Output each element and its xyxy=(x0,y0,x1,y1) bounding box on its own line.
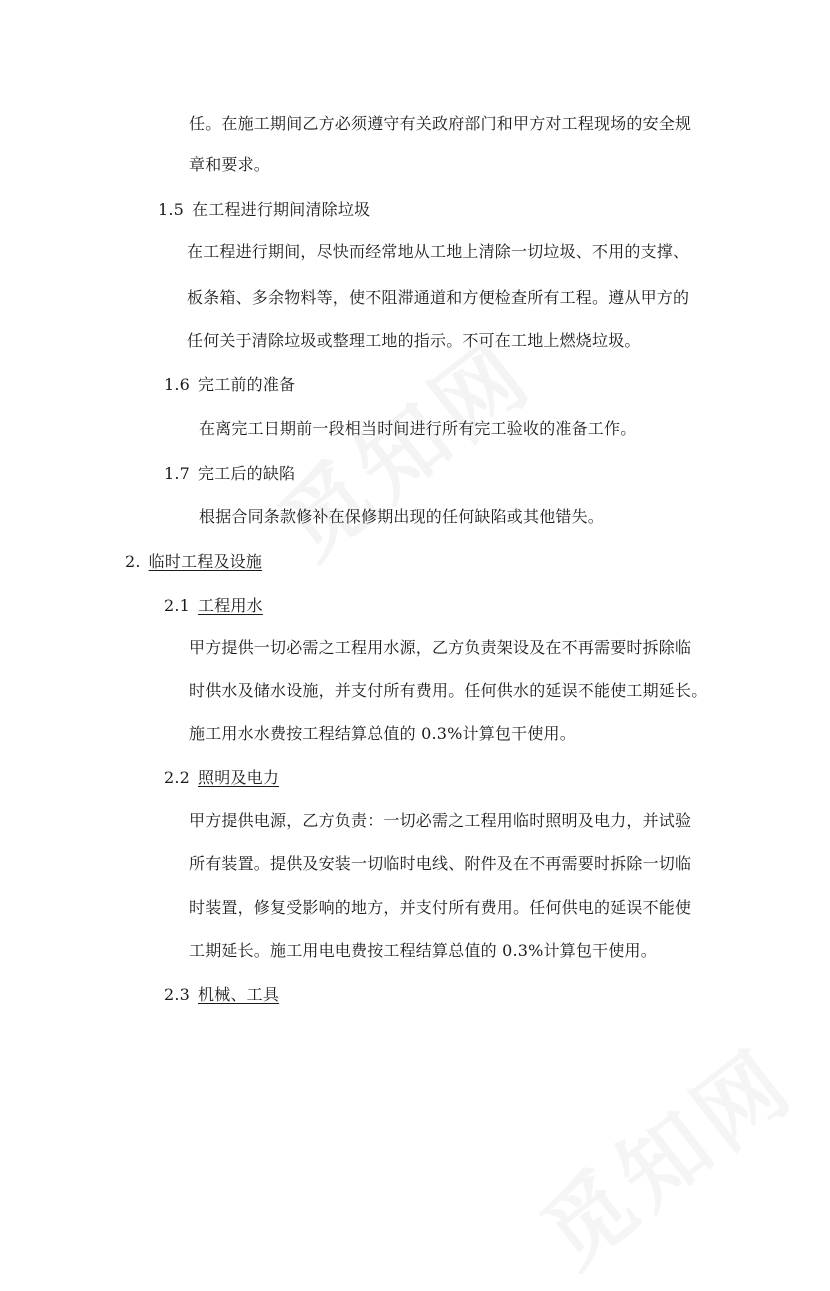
section-number: 2.2 xyxy=(164,768,191,787)
section-title: 完工后的缺陷 xyxy=(198,464,296,483)
paragraph-line: 任。在施工期间乙方必须遵守有关政府部门和甲方对工程现场的安全规 xyxy=(189,114,692,133)
paragraph-line: 在工程进行期间，尽快而经常地从工地上清除一切垃圾、不用的支撑、 xyxy=(187,242,690,261)
section-heading-2-2 xyxy=(164,767,279,789)
section-title: 完工前的准备 xyxy=(198,375,296,394)
section-title: 照明及电力 xyxy=(198,768,280,787)
paragraph-line: 时供水及储水设施，并支付所有费用。任何供水的延误不能使工期延长。 xyxy=(189,681,708,700)
paragraph-line: 板条箱、多余物料等，使不阻滞通道和方便检查所有工程。遵从甲方的 xyxy=(187,288,690,307)
paragraph-line: 所有装置。提供及安装一切临时电线、附件及在不再需要时拆除一切临 xyxy=(189,854,692,873)
paragraph-line: 在离完工日期前一段相当时间进行所有完工验收的准备工作。 xyxy=(199,419,637,438)
paragraph-line: 任何关于清除垃圾或整理工地的指示。不可在工地上燃烧垃圾。 xyxy=(187,331,641,350)
section-heading-1-5 xyxy=(158,199,370,221)
section-number: 1.7 xyxy=(164,464,191,483)
paragraph-line: 甲方提供电源，乙方负责：一切必需之工程用临时照明及电力，并试验 xyxy=(189,811,692,830)
chapter-heading-2 xyxy=(125,551,262,573)
section-number: 2.3 xyxy=(164,985,191,1004)
section-number: 1.5 xyxy=(158,200,185,219)
chapter-title: 临时工程及设施 xyxy=(148,552,263,571)
section-title: 在工程进行期间清除垃圾 xyxy=(192,200,371,219)
section-number: 2.1 xyxy=(164,596,191,615)
section-heading-1-6 xyxy=(164,374,295,396)
paragraph-line: 根据合同条款修补在保修期出现的任何缺陷或其他错失。 xyxy=(199,507,605,526)
paragraph-line: 施工用水水费按工程结算总值的 0.3%计算包干使用。 xyxy=(189,724,576,743)
paragraph-line: 章和要求。 xyxy=(189,155,271,174)
section-heading-1-7 xyxy=(164,463,295,485)
chapter-number: 2. xyxy=(125,552,141,571)
paragraph-line: 甲方提供一切必需之工程用水源，乙方负责架设及在不再需要时拆除临 xyxy=(189,638,692,657)
watermark-bottom xyxy=(512,1015,817,1291)
section-number: 1.6 xyxy=(164,375,191,394)
section-heading-2-3 xyxy=(164,984,279,1006)
section-title: 工程用水 xyxy=(198,596,263,615)
section-heading-2-1 xyxy=(164,595,263,617)
paragraph-line: 工期延长。施工用电电费按工程结算总值的 0.3%计算包干使用。 xyxy=(189,941,657,960)
paragraph-line: 时装置，修复受影响的地方，并支付所有费用。任何供电的延误不能使 xyxy=(189,898,692,917)
section-title: 机械、工具 xyxy=(198,985,280,1004)
